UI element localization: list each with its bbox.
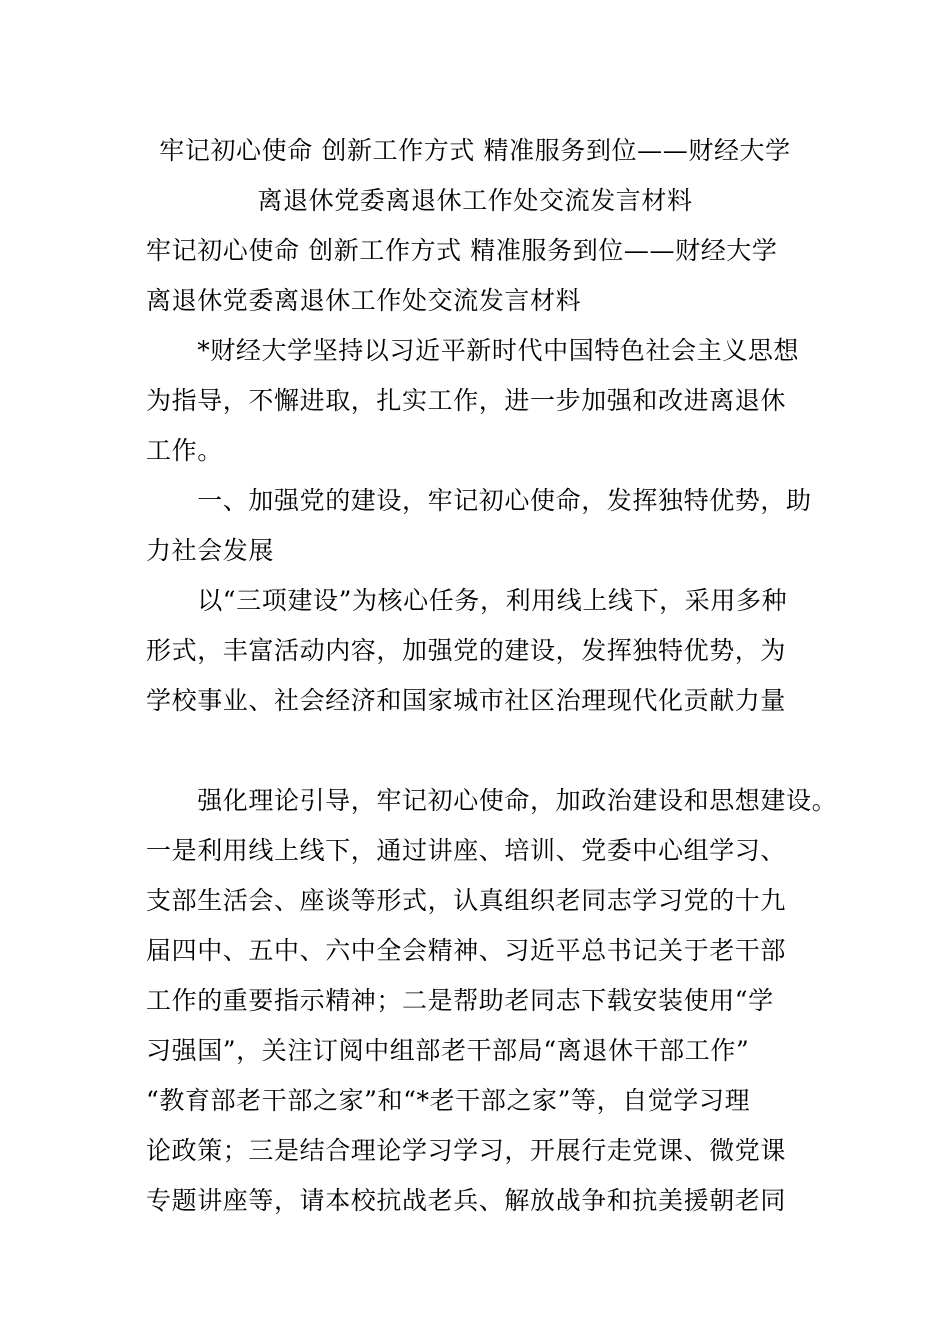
body-line: 论政策；三是结合理论学习学习，开展行走党课、微党课 <box>146 1136 787 1165</box>
body-line: *财经大学坚持以习近平新时代中国特色社会主义思想 <box>146 336 800 365</box>
body-line: “教育部老干部之家”和“*老干部之家”等，自觉学习理 <box>146 1086 751 1115</box>
body-line: 学校事业、社会经济和国家城市社区治理现代化贡献力量 <box>146 686 787 715</box>
body-line: 离退休党委离退休工作处交流发言材料 <box>146 286 582 315</box>
body-line: 工作。 <box>146 436 223 465</box>
body-line: 习强国”，关注订阅中组部老干部局“离退休干部工作” <box>146 1036 750 1065</box>
section-heading-line: 力社会发展 <box>146 536 275 565</box>
body-line: 届四中、五中、六中全会精神、习近平总书记关于老干部 <box>146 936 787 965</box>
body-line: 一是利用线上线下，通过讲座、培训、党委中心组学习、 <box>146 836 787 865</box>
document-title-line-1: 牢记初心使命 创新工作方式 精准服务到位——财经大学 <box>159 136 791 165</box>
body-line: 强化理论引导，牢记初心使命，加政治建设和思想建设。 <box>146 786 838 815</box>
body-line: 形式，丰富活动内容，加强党的建设，发挥独特优势，为 <box>146 636 787 665</box>
section-heading-line: 一、加强党的建设，牢记初心使命，发挥独特优势，助 <box>146 486 812 515</box>
body-line: 工作的重要指示精神；二是帮助老同志下载安装使用“学 <box>146 986 774 1015</box>
body-line: 为指导，不懈进取，扎实工作，进一步加强和改进离退休 <box>146 386 787 415</box>
body-line: 专题讲座等，请本校抗战老兵、解放战争和抗美援朝老同 <box>146 1186 787 1215</box>
document-title-line-2: 离退休党委离退休工作处交流发言材料 <box>257 186 693 215</box>
body-line: 牢记初心使命 创新工作方式 精准服务到位——财经大学 <box>146 236 778 265</box>
body-line: 以“三项建设”为核心任务，利用线上线下，采用多种 <box>146 586 788 615</box>
body-line: 支部生活会、座谈等形式，认真组织老同志学习党的十九 <box>146 886 787 915</box>
